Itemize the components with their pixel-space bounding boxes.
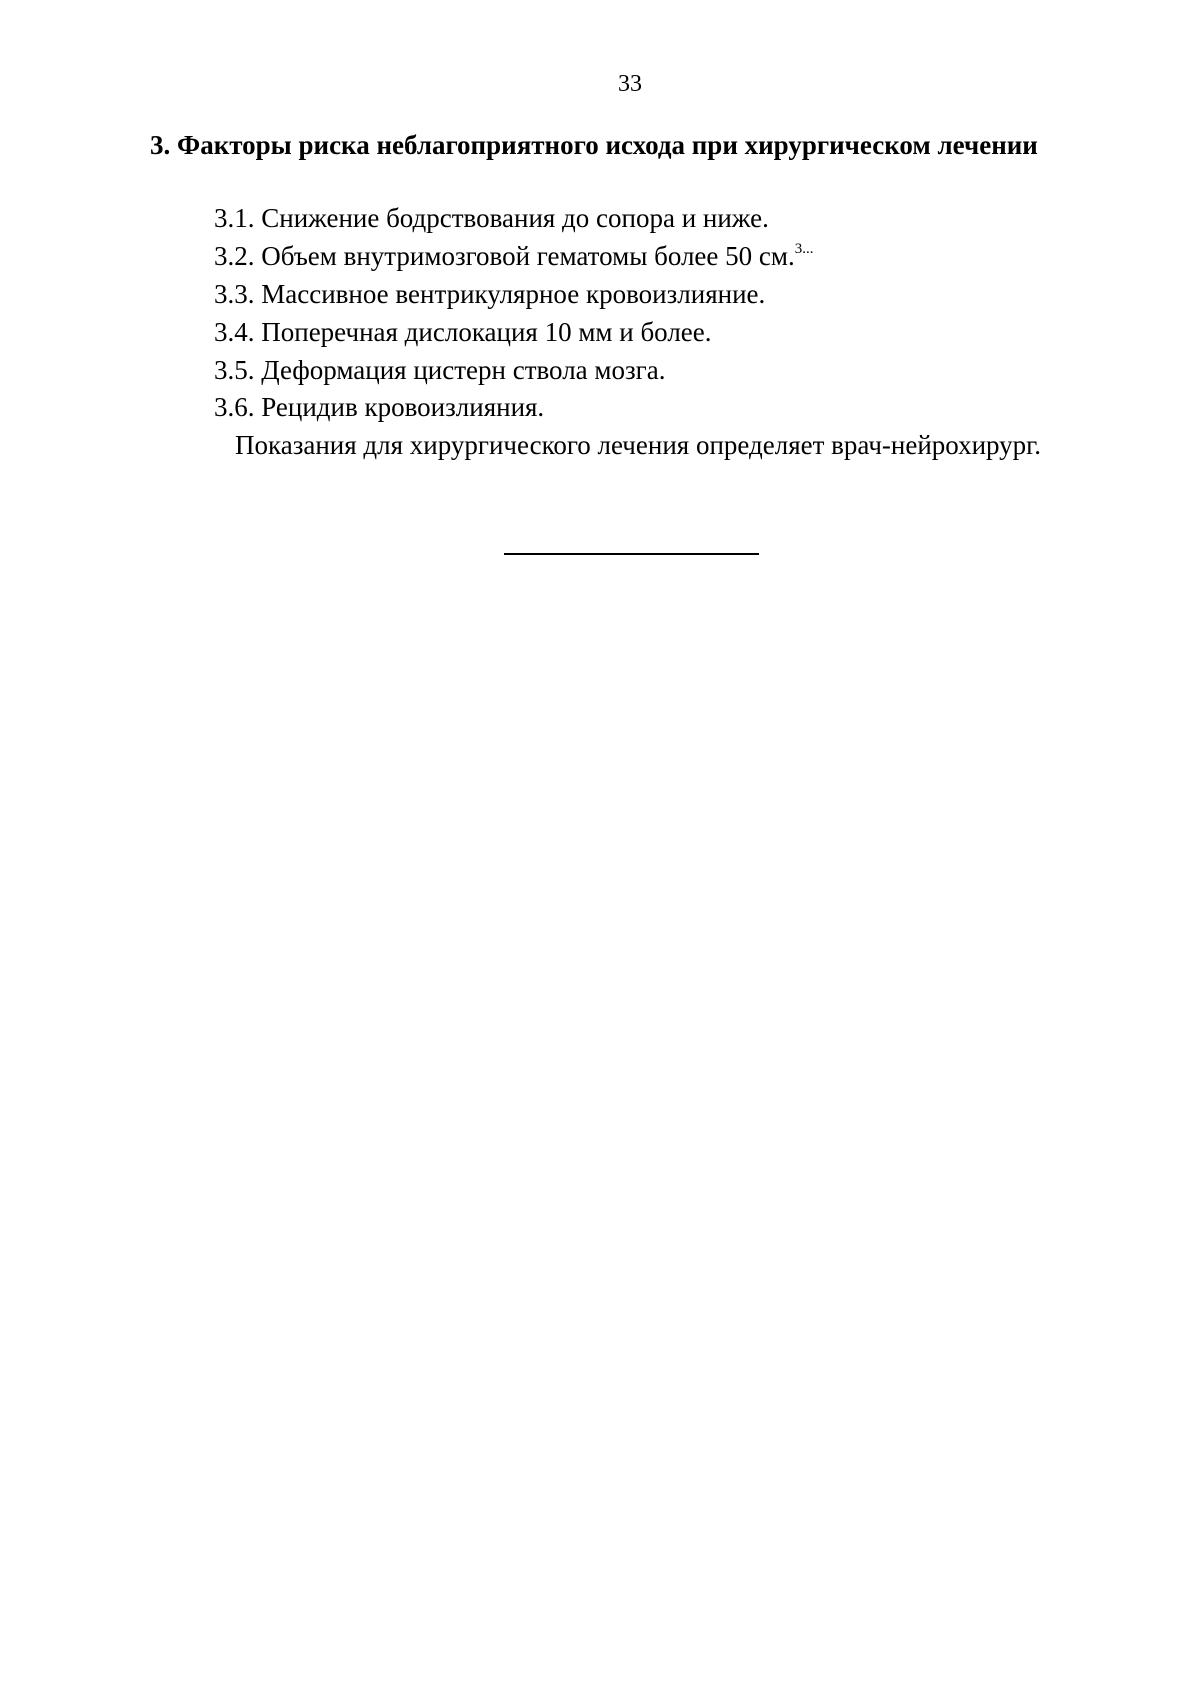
list-item bbox=[214, 354, 665, 386]
end-divider bbox=[504, 553, 759, 555]
superscript: 3... bbox=[794, 241, 814, 257]
list-item bbox=[214, 278, 765, 310]
list-item-text: 3.2. Объем внутримозговой гематомы более 50 см. bbox=[214, 241, 795, 271]
list-item-text: 3.5. Деформация цистерн ствола мозга. bbox=[214, 355, 666, 385]
list-item bbox=[214, 391, 544, 423]
section-heading: 3. Факторы риска неблагоприятного исхода при хирургическом лечении bbox=[150, 130, 1038, 160]
list-item-text: 3.3. Массивное вентрикулярное кровоизлияние. bbox=[214, 279, 766, 309]
list-item-text: 3.4. Поперечная дислокация 10 мм и более. bbox=[214, 317, 712, 347]
list-item-text: 3.1. Снижение бодрствования до сопора и ниже. bbox=[214, 203, 769, 233]
indications-note: Показания для хирургического лечения определяет врач-нейрохирург. bbox=[235, 430, 1041, 460]
list-item bbox=[214, 316, 712, 348]
list-item bbox=[214, 202, 769, 234]
page-number: 33 bbox=[618, 71, 642, 97]
list-item-text: 3.6. Рецидив кровоизлияния. bbox=[214, 392, 545, 422]
list-item bbox=[214, 240, 813, 272]
